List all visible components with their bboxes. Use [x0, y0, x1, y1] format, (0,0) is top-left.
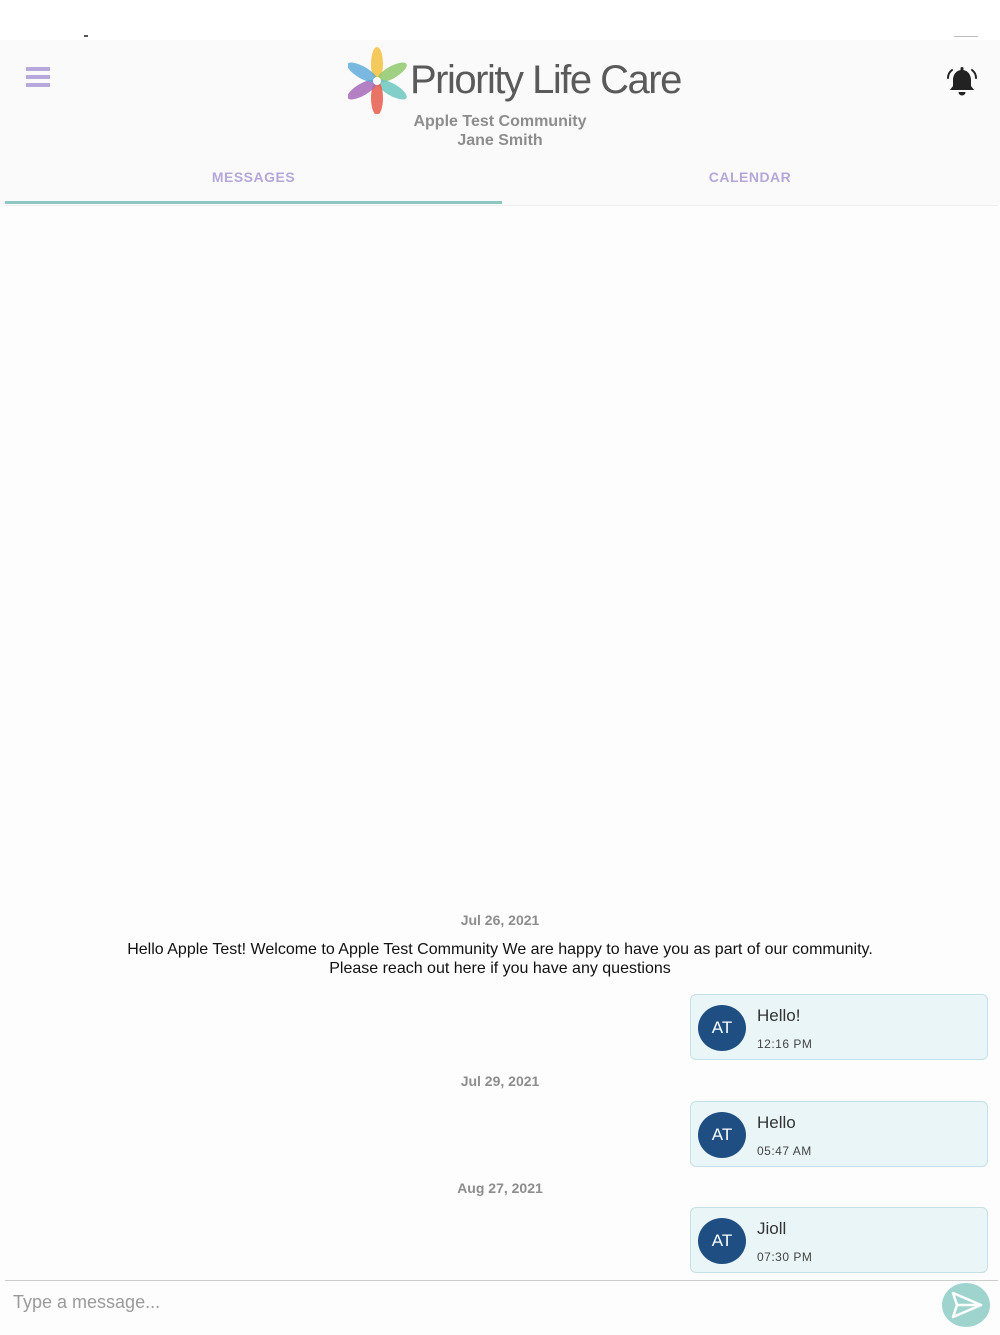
message-text: Hello [757, 1113, 796, 1132]
date-separator: Aug 27, 2021 [457, 1180, 543, 1196]
status-strip [0, 0, 1000, 40]
message-bubble[interactable] [690, 994, 988, 1060]
date-separator: Jul 29, 2021 [460, 1073, 540, 1089]
status-line [954, 36, 978, 37]
message-text: Jioll [757, 1219, 787, 1238]
tab-calendar[interactable]: CALENDAR [708, 169, 792, 185]
status-mark [84, 35, 88, 37]
message-time: 07:30 PM [757, 1250, 813, 1264]
message-time: 12:16 PM [757, 1037, 813, 1051]
community-name: Apple Test Community [413, 113, 587, 130]
send-icon[interactable] [942, 1283, 990, 1327]
date-separator: Jul 26, 2021 [460, 912, 540, 928]
tab-bar [5, 160, 998, 206]
hamburger-menu-icon[interactable] [22, 62, 54, 94]
avatar: AT [698, 1112, 746, 1158]
user-name: Jane Smith [457, 132, 543, 149]
message-bubble[interactable] [690, 1207, 988, 1273]
active-tab-indicator [5, 201, 502, 204]
tab-messages[interactable]: MESSAGES [211, 169, 296, 185]
welcome-message: Hello Apple Test! Welcome to Apple Test Community We are happy to have you as part of our community. Please reach out here if you have any questions [127, 941, 873, 977]
message-time: 05:47 AM [757, 1144, 812, 1158]
brand-name: Priority Life Care [410, 58, 681, 102]
avatar: AT [698, 1005, 746, 1051]
brand-logo [348, 44, 681, 118]
flower-logo-icon [348, 44, 408, 114]
bell-icon[interactable] [944, 64, 980, 100]
message-input[interactable] [9, 1287, 917, 1317]
message-bubble[interactable] [690, 1101, 988, 1167]
message-composer [5, 1280, 998, 1335]
message-list[interactable] [0, 206, 1000, 1280]
message-text: Hello! [757, 1006, 801, 1025]
avatar: AT [698, 1218, 746, 1264]
